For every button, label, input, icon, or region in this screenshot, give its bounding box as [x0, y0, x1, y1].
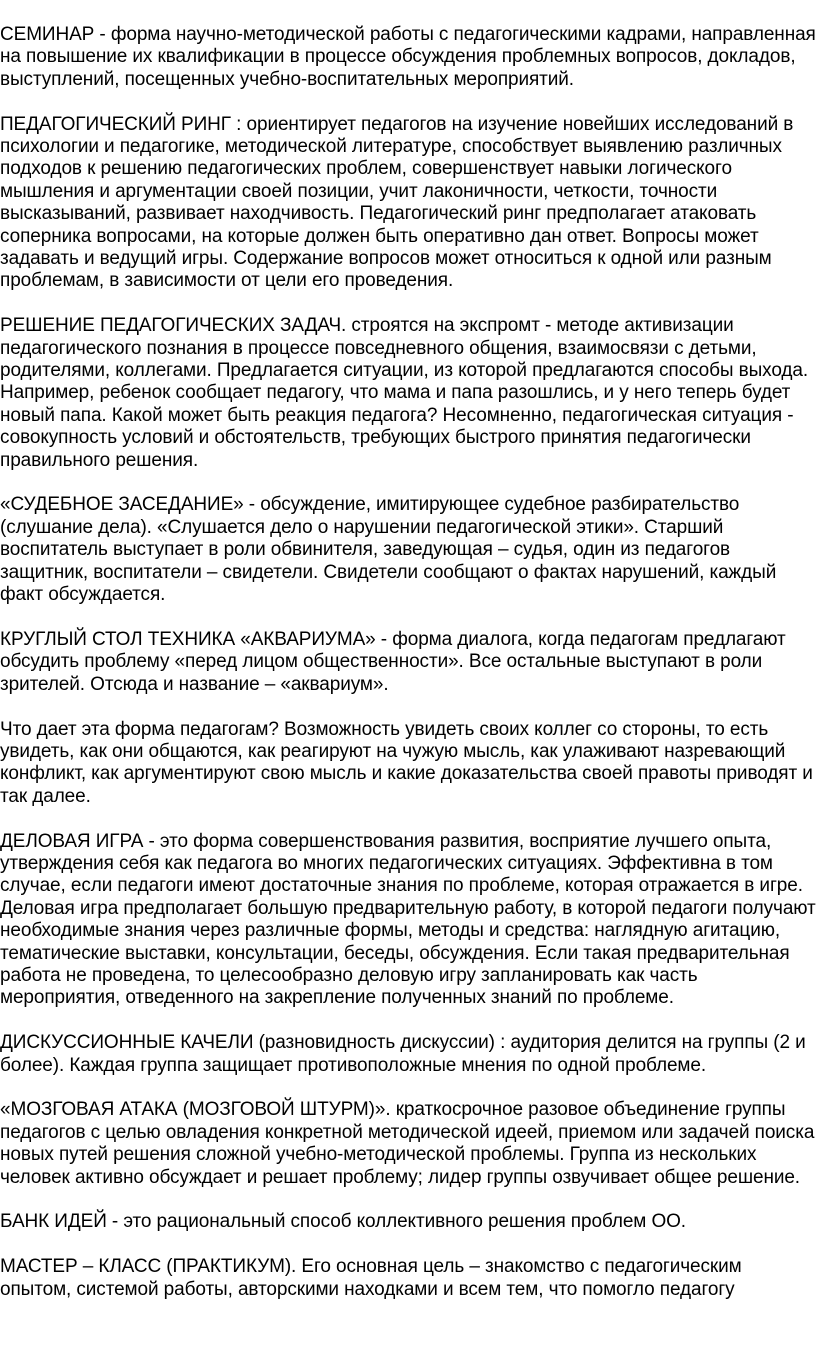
- paragraph-round-table-aquarium: КРУГЛЫЙ СТОЛ ТЕХНИКА «АКВАРИУМА» - форма диалога, когда педагогам предлагают обсудить проблему «перед лицом общественности». Все остальные выступают в роли зрителей. Отсюда и название – «аквариум».: [0, 628, 786, 695]
- paragraph-pedagogical-tasks: РЕШЕНИЕ ПЕДАГОГИЧЕСКИХ ЗАДАЧ. строятся на экспромт - методе активизации педагогического познания в процессе повседневного общения, взаимосвязи с детьми, родителями, коллегами. Предлагается ситуации, из которой предлагаются способы выхода. Например, ребенок сообщает педагогу, что мама и папа разошлись, и у него теперь будет новый папа. Какой может быть реакция педагога? Несомненно, педагогическая ситуация - совокупность условий и обстоятельств, требующих быстрого принятия педагогически правильного решения.: [0, 315, 809, 471]
- paragraph-master-class: МАСТЕР – КЛАСС (ПРАКТИКУМ). Его основная цель – знакомство с педагогическим опытом, системой работы, авторскими находками и всем тем, что помогло педагогу: [0, 1256, 742, 1300]
- paragraph-court-session: «СУДЕБНОЕ ЗАСЕДАНИЕ» - обсуждение, имитирующее судебное разбирательство (слушание дела). «Слушается дело о нарушении педагогической этики». Старший воспитатель выступает в роли обвинителя, заведующая – судья, один из педагогов защитник, воспитатели – свидетели. Свидетели сообщают о фактах нарушений, каждый факт обсуждается.: [0, 494, 777, 606]
- paragraph-aquarium-benefits: Что дает эта форма педагогам? Возможность увидеть своих коллег со стороны, то есть увидеть, как они общаются, как реагируют на чужую мысль, как улаживают назревающий конфликт, как аргументируют свою мысль и какие доказательства своей правоты приводят и так далее.: [0, 718, 813, 807]
- paragraph-brainstorm: «МОЗГОВАЯ АТАКА (МОЗГОВОЙ ШТУРМ)». краткосрочное разовое объединение группы педагогов с целью овладения конкретной методической идеей, приемом или задачей поиска новых путей решения сложной учебно-методической проблемы. Группа из нескольких человек активно обсуждает и решает проблему; лидер группы озвучивает общее решение.: [0, 1099, 815, 1188]
- paragraph-discussion-swings: ДИСКУССИОННЫЕ КАЧЕЛИ (разновидность дискуссии) : аудитория делится на группы (2 и более). Каждая группа защищает противоположные мнения по одной проблеме.: [0, 1032, 806, 1076]
- document-body: [0, 24, 816, 1323]
- paragraph-pedagogical-ring: ПЕДАГОГИЧЕСКИЙ РИНГ : ориентирует педагогов на изучение новейших исследований в психологии и педагогике, методической литературе, способствует выявлению различных подходов к решению педагогических проблем, совершенствует навыки логического мышления и аргументации своей позиции, учит лаконичности, четкости, точности высказываний, развивает находчивость. Педагогический ринг предполагает атаковать соперника вопросами, на которые должен быть оперативно дан ответ. Вопросы может задавать и ведущий игры. Содержание вопросов может относиться к одной или разным проблемам, в зависимости от цели его проведения.: [0, 113, 794, 292]
- paragraph-idea-bank: БАНК ИДЕЙ - это рациональный способ коллективного решения проблем ОО.: [0, 1211, 686, 1233]
- paragraph-seminar: СЕМИНАР - форма научно-методической работы с педагогическими кадрами, направленная на повышение их квалификации в процессе обсуждения проблемных вопросов, докладов, выступлений, посещенных учебно-воспитательных мероприятий.: [0, 24, 816, 90]
- paragraph-business-game: ДЕЛОВАЯ ИГРА - это форма совершенствования развития, восприятие лучшего опыта, утверждения себя как педагога во многих педагогических ситуациях. Эффективна в том случае, если педагоги имеют достаточные знания по проблеме, которая отражается в игре. Деловая игра предполагает большую предварительную работу, в которой педагоги получают необходимые знания через различные формы, методы и средства: наглядную агитацию, тематические выставки, консультации, беседы, обсуждения. Если такая предварительная работа не проведена, то целесообразно деловую игру запланировать как часть мероприятия, отведенного на закрепление полученных знаний по проблеме.: [0, 830, 816, 1009]
